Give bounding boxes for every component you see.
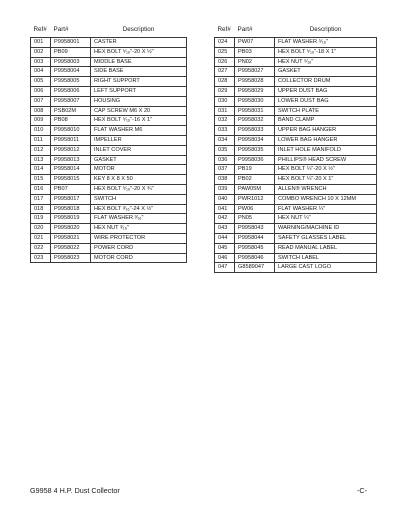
- part-number-cell: P9958018: [51, 204, 91, 214]
- ref-cell: 046: [215, 253, 235, 263]
- table-row: [215, 67, 377, 77]
- description-cell: SWITCH PLATE: [275, 106, 377, 116]
- part-number-cell: G8589047: [235, 263, 275, 273]
- description-cell: FLAT WASHER ³⁄₁₆": [91, 214, 187, 224]
- ref-cell: 012: [31, 145, 51, 155]
- description-cell: INLET HOLE MANIFOLD: [275, 145, 377, 155]
- part-number-cell: P9958044: [235, 233, 275, 243]
- part-number-cell: PB07: [51, 184, 91, 194]
- part-number-cell: P9958043: [235, 224, 275, 234]
- table-row: [31, 135, 187, 145]
- ref-cell: 018: [31, 204, 51, 214]
- table-row: [215, 135, 377, 145]
- table-row: [31, 233, 187, 243]
- parts-rows-right: [215, 38, 377, 273]
- table-row: [31, 184, 187, 194]
- ref-cell: 020: [31, 224, 51, 234]
- part-number-cell: P9958001: [51, 38, 91, 48]
- part-number-cell: P9958015: [51, 175, 91, 185]
- table-row: [215, 106, 377, 116]
- ref-cell: 007: [31, 96, 51, 106]
- header-part: Part#: [237, 26, 253, 33]
- table-row: [215, 47, 377, 57]
- description-cell: WARNING/MACHINE ID: [275, 224, 377, 234]
- part-number-cell: PSB02M: [51, 106, 91, 116]
- description-cell: RIGHT SUPPORT: [91, 77, 187, 87]
- ref-cell: 001: [31, 38, 51, 48]
- table-row: [31, 67, 187, 77]
- ref-cell: 044: [215, 233, 235, 243]
- ref-cell: 019: [31, 214, 51, 224]
- table-row: [215, 214, 377, 224]
- header-part: Part#: [53, 26, 69, 33]
- ref-cell: 030: [215, 96, 235, 106]
- table-row: [31, 77, 187, 87]
- part-number-cell: P9958036: [235, 155, 275, 165]
- table-row: [215, 253, 377, 263]
- table-row: [31, 47, 187, 57]
- header-ref: Ref#: [33, 26, 47, 33]
- description-cell: COMBO WRENCH 10 X 12MM: [275, 194, 377, 204]
- description-cell: HEX BOLT ⁵⁄₁₆"-20 X ½": [91, 47, 187, 57]
- ref-cell: 017: [31, 194, 51, 204]
- part-number-cell: PWR1012: [235, 194, 275, 204]
- table-row: [215, 175, 377, 185]
- ref-cell: 028: [215, 77, 235, 87]
- description-cell: CAP SCREW M6 X 20: [91, 106, 187, 116]
- table-row: [31, 224, 187, 234]
- part-number-cell: P9958035: [235, 145, 275, 155]
- table-header-row: [31, 26, 187, 38]
- table-row: [31, 165, 187, 175]
- description-cell: LARGE CAST LOGO: [275, 263, 377, 273]
- header-ref: Ref#: [217, 26, 231, 33]
- header-description: Description: [309, 26, 342, 33]
- description-cell: COLLECTOR DRUM: [275, 77, 377, 87]
- description-cell: MOTOR CORD: [91, 253, 187, 263]
- ref-cell: 008: [31, 106, 51, 116]
- table-row: [215, 38, 377, 48]
- table-row: [31, 96, 187, 106]
- ref-cell: 027: [215, 67, 235, 77]
- table-row: [31, 175, 187, 185]
- part-number-cell: P9958005: [51, 77, 91, 87]
- part-number-cell: PB08: [51, 116, 91, 126]
- part-number-cell: P9958023: [51, 253, 91, 263]
- table-row: [31, 126, 187, 136]
- description-cell: INLET COVER: [91, 145, 187, 155]
- table-row: [31, 214, 187, 224]
- table-row: [215, 77, 377, 87]
- description-cell: LEFT SUPPORT: [91, 86, 187, 96]
- table-row: [215, 155, 377, 165]
- description-cell: SWITCH LABEL: [275, 253, 377, 263]
- ref-cell: 004: [31, 67, 51, 77]
- description-cell: MOTOR: [91, 165, 187, 175]
- parts-table-right: [214, 26, 377, 273]
- table-row: [215, 263, 377, 273]
- ref-cell: 011: [31, 135, 51, 145]
- description-cell: UPPER DUST BAG: [275, 86, 377, 96]
- part-number-cell: P9958022: [51, 243, 91, 253]
- description-cell: WIRE PROTECTOR: [91, 233, 187, 243]
- part-number-cell: P9958012: [51, 145, 91, 155]
- table-row: [31, 204, 187, 214]
- description-cell: HEX BOLT ³⁄₁₆"-24 X ½": [91, 204, 187, 214]
- part-number-cell: P9958034: [235, 135, 275, 145]
- description-cell: LOWER DUST BAG: [275, 96, 377, 106]
- ref-cell: 029: [215, 86, 235, 96]
- part-number-cell: P9958030: [235, 96, 275, 106]
- table-row: [31, 253, 187, 263]
- ref-cell: 040: [215, 194, 235, 204]
- table-row: [215, 57, 377, 67]
- part-number-cell: P9958010: [51, 126, 91, 136]
- part-number-cell: P9958045: [235, 243, 275, 253]
- table-row: [31, 155, 187, 165]
- ref-cell: 034: [215, 135, 235, 145]
- description-cell: KEY 8 X 8 X 50: [91, 175, 187, 185]
- ref-cell: 002: [31, 47, 51, 57]
- footer-page-label: -C-: [357, 486, 367, 495]
- header-description: Description: [122, 26, 155, 33]
- ref-cell: 026: [215, 57, 235, 67]
- table-row: [215, 184, 377, 194]
- part-number-cell: PB09: [51, 47, 91, 57]
- table-row: [215, 86, 377, 96]
- table-row: [215, 116, 377, 126]
- table-row: [215, 96, 377, 106]
- ref-cell: 005: [31, 77, 51, 87]
- table-row: [31, 57, 187, 67]
- part-number-cell: P9958020: [51, 224, 91, 234]
- part-number-cell: P9958033: [235, 126, 275, 136]
- description-cell: FLAT WASHER ⁵⁄₁₆": [275, 38, 377, 48]
- ref-cell: 015: [31, 175, 51, 185]
- table-row: [215, 224, 377, 234]
- ref-cell: 010: [31, 126, 51, 136]
- ref-cell: 039: [215, 184, 235, 194]
- description-cell: MIDDLE BASE: [91, 57, 187, 67]
- table-row: [31, 243, 187, 253]
- description-cell: IMPELLER: [91, 135, 187, 145]
- ref-cell: 009: [31, 116, 51, 126]
- ref-cell: 043: [215, 224, 235, 234]
- parts-rows-left: [31, 38, 187, 263]
- description-cell: FLAT WASHER M6: [91, 126, 187, 136]
- description-cell: GASKET: [91, 155, 187, 165]
- part-number-cell: PAW05M: [235, 184, 275, 194]
- description-cell: HEX NUT ³⁄₁₆": [91, 224, 187, 234]
- part-number-cell: P9958028: [235, 77, 275, 87]
- description-cell: HEX BOLT ¼"-20 X 1": [275, 175, 377, 185]
- table-row: [215, 126, 377, 136]
- part-number-cell: P9958029: [235, 86, 275, 96]
- table-row: [215, 194, 377, 204]
- description-cell: SIDE BASE: [91, 67, 187, 77]
- part-number-cell: P9958046: [235, 253, 275, 263]
- table-row: [31, 194, 187, 204]
- description-cell: HEX NUT ¼": [275, 214, 377, 224]
- ref-cell: 035: [215, 145, 235, 155]
- ref-cell: 038: [215, 175, 235, 185]
- description-cell: HEX BOLT ¼"-20 X ½": [275, 165, 377, 175]
- description-cell: BAND CLAMP: [275, 116, 377, 126]
- description-cell: SWITCH: [91, 194, 187, 204]
- part-number-cell: PB02: [235, 175, 275, 185]
- ref-cell: 022: [31, 243, 51, 253]
- ref-cell: 016: [31, 184, 51, 194]
- description-cell: GASKET: [275, 67, 377, 77]
- description-cell: HOUSING: [91, 96, 187, 106]
- ref-cell: 024: [215, 38, 235, 48]
- part-number-cell: P9958007: [51, 96, 91, 106]
- part-number-cell: PN02: [235, 57, 275, 67]
- description-cell: ALLEN® WRENCH: [275, 184, 377, 194]
- part-number-cell: P9958014: [51, 165, 91, 175]
- description-cell: HEX BOLT ⁵⁄₁₆"-18 X 1": [275, 47, 377, 57]
- ref-cell: 013: [31, 155, 51, 165]
- part-number-cell: P9958031: [235, 106, 275, 116]
- table-row: [31, 116, 187, 126]
- part-number-cell: P9958011: [51, 135, 91, 145]
- description-cell: POWER CORD: [91, 243, 187, 253]
- ref-cell: 032: [215, 116, 235, 126]
- table-row: [31, 106, 187, 116]
- description-cell: HEX BOLT ⁵⁄₁₆"-20 X ¾": [91, 184, 187, 194]
- ref-cell: 045: [215, 243, 235, 253]
- table-row: [31, 86, 187, 96]
- part-number-cell: P9958027: [235, 67, 275, 77]
- description-cell: HEX BOLT ⁵⁄₁₆"-16 X 1": [91, 116, 187, 126]
- description-cell: CASTER: [91, 38, 187, 48]
- part-number-cell: P9958004: [51, 67, 91, 77]
- description-cell: HEX NUT ⁵⁄₁₆": [275, 57, 377, 67]
- table-row: [31, 145, 187, 155]
- table-header-row: [215, 26, 377, 38]
- part-number-cell: P9958019: [51, 214, 91, 224]
- description-cell: FLAT WASHER ¼": [275, 204, 377, 214]
- part-number-cell: PW06: [235, 204, 275, 214]
- table-row: [215, 165, 377, 175]
- ref-cell: 006: [31, 86, 51, 96]
- part-number-cell: PB19: [235, 165, 275, 175]
- description-cell: LOWER BAG HANGER: [275, 135, 377, 145]
- table-row: [31, 38, 187, 48]
- part-number-cell: P9958017: [51, 194, 91, 204]
- footer-model-title: G9958 4 H.P. Dust Collector: [30, 486, 120, 495]
- description-cell: UPPER BAG HANGER: [275, 126, 377, 136]
- ref-cell: 021: [31, 233, 51, 243]
- table-row: [215, 233, 377, 243]
- ref-cell: 025: [215, 47, 235, 57]
- ref-cell: 031: [215, 106, 235, 116]
- table-row: [215, 204, 377, 214]
- part-number-cell: P9958021: [51, 233, 91, 243]
- ref-cell: 042: [215, 214, 235, 224]
- ref-cell: 047: [215, 263, 235, 273]
- table-row: [215, 145, 377, 155]
- ref-cell: 036: [215, 155, 235, 165]
- description-cell: READ MANUAL LABEL: [275, 243, 377, 253]
- ref-cell: 014: [31, 165, 51, 175]
- part-number-cell: PB03: [235, 47, 275, 57]
- part-number-cell: P9958006: [51, 86, 91, 96]
- parts-table-left: [30, 26, 187, 263]
- part-number-cell: PW07: [235, 38, 275, 48]
- table-row: [215, 243, 377, 253]
- part-number-cell: P9958003: [51, 57, 91, 67]
- ref-cell: 023: [31, 253, 51, 263]
- ref-cell: 037: [215, 165, 235, 175]
- ref-cell: 003: [31, 57, 51, 67]
- ref-cell: 041: [215, 204, 235, 214]
- part-number-cell: PN05: [235, 214, 275, 224]
- description-cell: SAFETY GLASSES LABEL: [275, 233, 377, 243]
- part-number-cell: P9958032: [235, 116, 275, 126]
- ref-cell: 033: [215, 126, 235, 136]
- description-cell: PHILLIPS® HEAD SCREW: [275, 155, 377, 165]
- part-number-cell: P9958013: [51, 155, 91, 165]
